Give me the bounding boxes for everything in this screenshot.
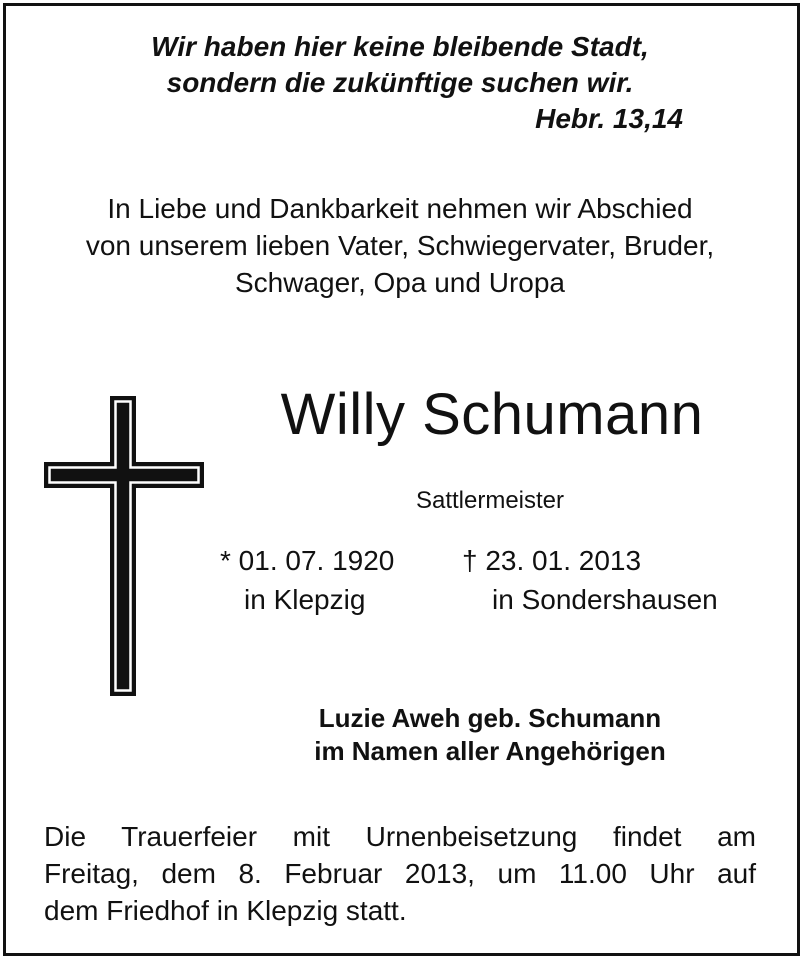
death-place: in Sondershausen: [492, 584, 718, 615]
verse-line-1: Wir haben hier keine bleibende Stadt,: [151, 31, 649, 62]
farewell-line-3: Schwager, Opa und Uropa: [235, 267, 565, 298]
farewell-line-2: von unserem lieben Vater, Schwiegervater, Bruder,: [85, 230, 715, 261]
mourners-signature: [260, 702, 720, 768]
verse-line-2: sondern die zukünftige suchen wir.: [166, 67, 634, 98]
cross-icon: [44, 396, 204, 696]
farewell-text: [0, 190, 800, 301]
birth-place: in Klepzig: [244, 584, 366, 615]
birth-date: * 01. 07. 1920: [220, 545, 395, 576]
ceremony-line-2: Freitag, dem 8. Februar 2013, um 11.00 Uhr auf: [44, 858, 756, 889]
funeral-announcement: [44, 818, 756, 929]
farewell-line-1: In Liebe und Dankbarkeit nehmen wir Abschied: [107, 193, 693, 224]
deceased-profession: Sattlermeister: [415, 487, 565, 514]
ceremony-line-1: Die Trauerfeier mit Urnenbeisetzung findet am: [44, 821, 756, 852]
deceased-name: Willy Schumann: [280, 382, 704, 447]
mourner-on-behalf: im Namen aller Angehörigen: [314, 736, 666, 766]
death-date: † 23. 01. 2013: [462, 545, 642, 576]
ceremony-line-3: dem Friedhof in Klepzig statt.: [44, 895, 407, 926]
mourner-name: Luzie Aweh geb. Schumann: [318, 703, 662, 733]
verse-reference: Hebr. 13,14: [535, 103, 683, 134]
